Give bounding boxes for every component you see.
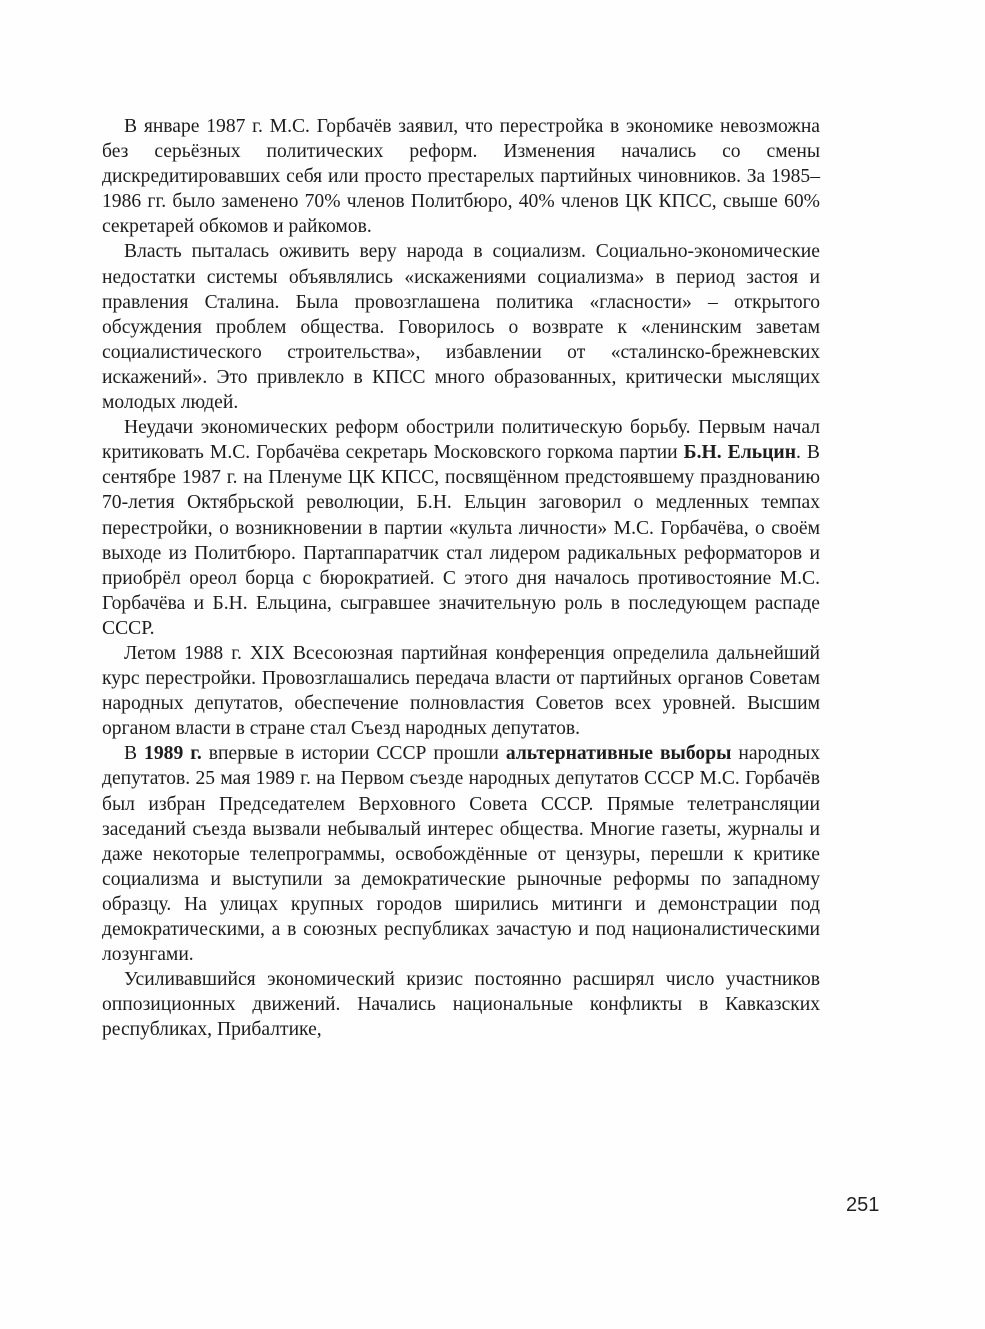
- text-run: . В сентябре 1987 г. на Пленуме ЦК КПСС, посвящённом предстоявшему празднованию 70-летия Октябрьской революции, Б.Н. Ельцин заговорил о медленных темпах перестройки, о возникновении в партии «культа личности» М.С. Горбачёва, о своём выходе из Политбюро. Партаппаратчик стал лидером радикальных реформаторов и приобрёл ореол борца с бюрократией. С этого дня началось противостояние М.С. Горбачёва и Б.Н. Ельцина, сыгравшее значительную роль в последующем распаде СССР.: [102, 442, 820, 639]
- text-run: Власть пыталась оживить веру народа в социализм. Социально-экономические недостатки системы объявлялись «искажениями социализма» в период застоя и правления Сталина. Была провозглашена политика «гласности» – открытого обсуждения проблем общества. Говорилось о возврате к «ленинским заветам социалистического строительства», избавлении от «сталинско-брежневских искажений». Это привлекло в КПСС много образованных, критически мыслящих молодых людей.: [102, 241, 820, 414]
- bold-term: альтернативные выборы: [505, 743, 732, 765]
- page-number: 251: [846, 1194, 880, 1216]
- text-run: Усиливавшийся экономический кризис постоянно расширял число участников оппозиционных движений. Начались национальные конфликты в Кавказских республиках, Прибалтике,: [102, 969, 820, 1041]
- paragraph: [102, 114, 820, 239]
- paragraph: [102, 641, 820, 741]
- text-run: Неудачи экономических реформ обострили политическую борьбу. Первым начал критиковать М.С. Горбачёва секретарь Московского горкома партии: [102, 417, 820, 464]
- paragraph: [102, 415, 820, 641]
- paragraph: [102, 239, 820, 415]
- text-run: Летом 1988 г. XIX Всесоюзная партийная конференция определила дальнейший курс перестройки. Провозглашались передача власти от партийных органов Советам народных депутатов, обеспечение полновластия Советов всех уровней. Высшим органом власти в стране стал Съезд народных депутатов.: [102, 642, 820, 740]
- bold-term: Б.Н. Ельцин: [683, 442, 796, 464]
- text-run: впервые в истории СССР прошли: [201, 743, 506, 765]
- text-run: В: [124, 743, 145, 765]
- paragraph: [102, 967, 820, 1042]
- paragraph: [102, 741, 820, 967]
- text-run: В январе 1987 г. М.С. Горбачёв заявил, что перестройка в экономике невозможна без серьёзных политических реформ. Изменения начались со смены дискредитировавших себя или просто престарелых партийных чиновников. За 1985–1986 гг. было заменено 70% членов Политбюро, 40% членов ЦК КПСС, свыше 60% секретарей обкомов и райкомов.: [102, 116, 820, 238]
- text-run: народных депутатов. 25 мая 1989 г. на Первом съезде народных депутатов СССР М.С. Горбачёв был избран Председателем Верховного Совета СССР. Прямые телетрансляции заседаний съезда вызвали небывалый интерес общества. Многие газеты, журналы и даже некоторые телепрограммы, освобождённые от цензуры, перешли к критике социализма и выступили за демократические рыночные реформы по западному образцу. На улицах крупных городов ширились митинги и демонстрации под демократическими, а в союзных республиках зачастую и под националистическими лозунгами.: [102, 743, 820, 966]
- page-text: [102, 114, 820, 1042]
- bold-term: 1989 г.: [144, 743, 202, 765]
